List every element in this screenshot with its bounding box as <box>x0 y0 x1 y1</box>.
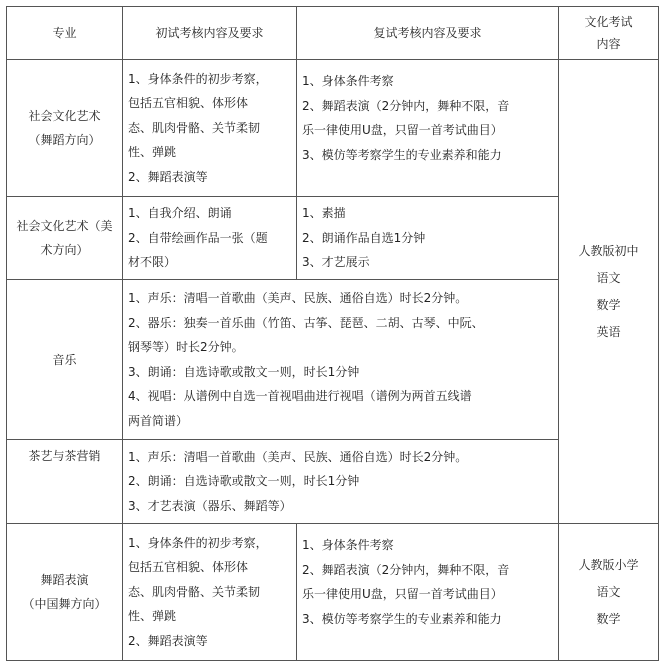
combined-requirement-cell <box>123 440 559 524</box>
requirement-line: 3、才艺表演（器乐、舞蹈等） <box>128 498 292 513</box>
requirement-line: 3、朗诵：自选诗歌或散文一则，时长1分钟 <box>128 364 360 379</box>
requirement-line: 1、声乐：清唱一首歌曲（美声、民族、通俗自选）时长2分钟。 <box>128 449 468 464</box>
requirement-line: 性、弹跳 <box>128 145 177 160</box>
major-line: 茶艺与茶营销 <box>28 449 101 463</box>
requirement-line: 乐一律使用U盘，只留一首考试曲目） <box>302 123 503 137</box>
requirement-line: 2、器乐：独奏一首乐曲（竹笛、古筝、琵琶、二胡、古琴、中阮、 <box>128 315 484 330</box>
major-cell <box>7 60 123 197</box>
culture-cell-primary <box>559 524 659 661</box>
header-initial-label: 初试考核内容及要求 <box>155 26 264 40</box>
major-cell <box>7 440 123 524</box>
requirement-line: 包括五官相貌、体形体 <box>128 96 249 111</box>
culture-line: 语文 <box>596 584 621 599</box>
header-row <box>7 7 659 60</box>
header-culture-line: 文化考试 <box>584 15 633 29</box>
requirement-line: 态、肌肉骨骼、关节柔韧 <box>128 584 261 599</box>
culture-line: 英语 <box>596 324 621 339</box>
major-line: 音乐 <box>52 352 77 367</box>
requirement-line: 3、才艺展示 <box>302 255 370 270</box>
major-line: 社会文化艺术（美 <box>16 219 113 233</box>
header-major <box>7 7 123 60</box>
requirement-line: 2、朗诵作品自选1分钟 <box>302 230 426 245</box>
initial-cell <box>123 524 297 661</box>
culture-line: 人教版初中 <box>578 243 639 258</box>
header-culture <box>559 7 659 60</box>
requirement-line: 2、朗诵：自选诗歌或散文一则，时长1分钟 <box>128 474 360 489</box>
requirement-line: 态、肌肉骨骼、关节柔韧 <box>128 120 261 135</box>
culture-line: 人教版小学 <box>578 557 639 572</box>
retest-cell <box>297 524 559 661</box>
major-cell <box>7 280 123 440</box>
requirement-line: 乐一律使用U盘，只留一首考试曲目） <box>302 587 503 601</box>
header-initial <box>123 7 297 60</box>
major-line: （舞蹈方向） <box>28 133 101 147</box>
requirement-line: 两首简谱） <box>128 413 189 428</box>
major-cell <box>7 524 123 661</box>
major-line: 术方向） <box>40 243 89 257</box>
requirement-line: 1、素描 <box>302 206 346 221</box>
culture-line: 语文 <box>596 270 621 285</box>
requirement-line: 3、模仿等考察学生的专业素养和能力 <box>302 611 502 626</box>
requirement-line: 2、自带绘画作品一张（题 <box>128 230 268 245</box>
retest-cell <box>297 197 559 280</box>
requirement-line: 2、舞蹈表演等 <box>128 169 208 184</box>
requirement-line: 性、弹跳 <box>128 609 177 624</box>
requirement-line: 1、身体条件考察 <box>302 538 394 552</box>
initial-cell <box>123 60 297 197</box>
requirement-line: 2、舞蹈表演（2分钟内，舞种不限，音 <box>302 562 510 577</box>
combined-requirement-cell <box>123 280 559 440</box>
initial-cell <box>123 197 297 280</box>
culture-line: 数学 <box>596 611 621 626</box>
requirement-line: 1、身体条件的初步考察， <box>128 535 268 550</box>
header-culture-line: 内容 <box>596 37 621 51</box>
major-line: 社会文化艺术 <box>28 109 101 123</box>
header-retest-label: 复试考核内容及要求 <box>373 26 482 40</box>
requirement-line: 4、视唱：从谱例中自选一首视唱曲进行视唱（谱例为两首五线谱 <box>128 389 472 403</box>
exam-requirements-table <box>6 6 659 661</box>
major-line: （中国舞方向） <box>22 597 107 611</box>
culture-line: 数学 <box>596 297 621 312</box>
culture-cell-junior <box>559 60 659 524</box>
requirement-line: 1、自我介绍、朗诵 <box>128 206 232 221</box>
requirement-line: 1、身体条件考察 <box>302 74 394 88</box>
major-line: 舞蹈表演 <box>40 573 89 587</box>
table-row <box>7 524 659 661</box>
header-major-label: 专业 <box>52 26 77 40</box>
requirement-line: 材不限） <box>128 255 177 270</box>
retest-cell <box>297 60 559 197</box>
requirement-line: 2、舞蹈表演（2分钟内，舞种不限，音 <box>302 98 510 113</box>
requirement-line: 1、声乐：清唱一首歌曲（美声、民族、通俗自选）时长2分钟。 <box>128 291 468 305</box>
requirement-line: 2、舞蹈表演等 <box>128 633 208 648</box>
requirement-line: 3、模仿等考察学生的专业素养和能力 <box>302 147 502 162</box>
requirement-line: 1、身体条件的初步考察， <box>128 71 268 86</box>
requirement-line: 钢琴等）时长2分钟。 <box>128 340 244 354</box>
major-cell <box>7 197 123 280</box>
table-row <box>7 60 659 197</box>
requirement-line: 包括五官相貌、体形体 <box>128 560 249 575</box>
header-retest <box>297 7 559 60</box>
